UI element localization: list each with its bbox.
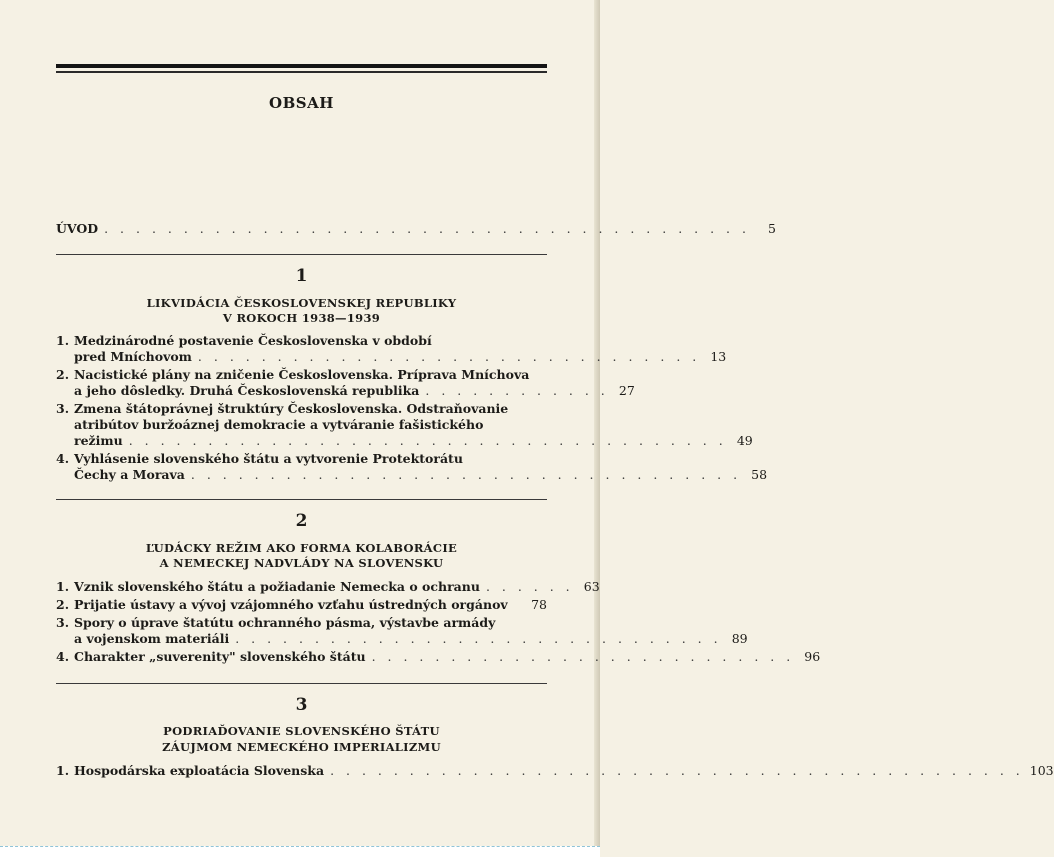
toc-entry[interactable]	[56, 763, 1054, 779]
page-edge	[594, 0, 600, 857]
toc-entry[interactable]	[56, 367, 547, 383]
entry-number: 4.	[56, 649, 70, 664]
page-bottom-edge	[0, 846, 600, 857]
entry-number: 2.	[56, 367, 70, 382]
toc-entry[interactable]	[56, 597, 547, 613]
entry-number: 1.	[56, 763, 70, 778]
toc-entry-cont[interactable]	[74, 433, 753, 449]
toc-entry[interactable]	[56, 401, 547, 417]
entry-number: 1.	[56, 579, 70, 594]
entry-title: a vojenskom materiáli	[74, 631, 230, 646]
section-title-line: V ROKOCH 1938—1939	[222, 311, 381, 325]
leader-dots: . . . . . .	[485, 579, 574, 594]
leader-dots: . . . . . . . . . . . . . . . . . . . . . . . . . . . . . . .	[235, 631, 722, 646]
toc-entry-cont[interactable]	[74, 631, 748, 647]
entry-title: Zmena štátoprávnej štruktúry Československa. Odstraňovanie	[74, 401, 509, 416]
entry-page: 58	[751, 467, 768, 482]
leader-dots: . . . . . . . . . . . . . . . . . . . . . . . . . . . . . . . . . . . . . . . . . . . .	[330, 763, 1024, 778]
section-divider	[56, 683, 547, 684]
entry-page: 96	[804, 649, 821, 664]
section-title-line: PODRIAĎOVANIE SLOVENSKÉHO ŠTÁTU	[163, 724, 440, 738]
section-number: 2	[295, 511, 308, 531]
entry-number: 1.	[56, 333, 70, 348]
toc-entry[interactable]	[56, 333, 547, 349]
section-title-line: A NEMECKEJ NADVLÁDY NA SLOVENSKU	[159, 556, 444, 570]
entry-number: 2.	[56, 597, 70, 612]
toc-entry[interactable]	[56, 451, 547, 467]
toc-entry-cont[interactable]	[74, 349, 727, 365]
section-title-line: ZÁUJMOM NEMECKÉHO IMPERIALIZMU	[162, 740, 441, 754]
intro-page: 5	[768, 221, 776, 236]
entry-title: a jeho dôsledky. Druhá Československá republika	[74, 383, 420, 398]
entry-title: Vznik slovenského štátu a požiadanie Nemecka o ochranu	[74, 579, 480, 594]
entry-title: pred Mníchovom	[74, 349, 192, 364]
entry-title: režimu	[74, 433, 123, 448]
section-number: 3	[295, 695, 308, 715]
entry-title: Prijatie ústavy a vývoj vzájomného vzťahu ústredných orgánov	[74, 597, 508, 612]
section-divider	[56, 499, 547, 500]
entry-page: 89	[731, 631, 748, 646]
entry-title: Medzinárodné postavenie Československa v období	[74, 333, 432, 348]
entry-number: 3.	[56, 615, 70, 630]
toc-entry[interactable]	[56, 649, 821, 665]
leader-dots: . . . . . . . . . . . . . . . . . . . . . . . . . . . . . . . . . . . . . . . . .	[104, 221, 750, 236]
entry-page: 49	[736, 433, 753, 448]
toc-entry-cont[interactable]	[74, 467, 768, 483]
leader-dots: . . . . . . . . . . . .	[425, 383, 609, 398]
entry-title: Charakter „suverenity" slovenského štátu	[74, 649, 366, 664]
leader-dots: . . . . . . . . . . . . . . . . . . . . . . . . . . . . . . . . . . .	[190, 467, 742, 482]
entry-page: 27	[618, 383, 635, 398]
toc-entry-cont[interactable]	[74, 383, 635, 399]
entry-title: Vyhlásenie slovenského štátu a vytvorenie Protektorátu	[74, 451, 463, 466]
intro-label: ÚVOD	[56, 221, 99, 236]
toc-entry[interactable]	[56, 579, 600, 595]
header-rule-thin	[56, 71, 547, 73]
entry-page: 13	[710, 349, 727, 364]
leader-dots: . . . . . . . . . . . . . . . . . . . . . . . . . . . . . . . .	[197, 349, 701, 364]
leader-dots: . . . . . . . . . . . . . . . . . . . . . . . . . . .	[371, 649, 795, 664]
entry-number: 4.	[56, 451, 70, 466]
section-number: 1	[295, 266, 308, 286]
entry-number: 3.	[56, 401, 70, 416]
page-title: OBSAH	[269, 94, 334, 112]
leader-dots: . . . . . . . . . . . . . . . . . . . . . . . . . . . . . . . . . . . . . .	[128, 433, 727, 448]
entry-title: Spory o úprave štatútu ochranného pásma, výstavbe armády	[74, 615, 496, 630]
section-title-line: ĽUDÁCKY REŽIM AKO FORMA KOLABORÁCIE	[145, 541, 458, 555]
toc-entry[interactable]	[56, 615, 547, 631]
toc-entry-intro[interactable]	[56, 221, 776, 237]
entry-page: 103	[1029, 763, 1054, 778]
entry-title: Hospodárska exploatácia Slovenska	[74, 763, 325, 778]
section-divider	[56, 254, 547, 255]
section-title-line: LIKVIDÁCIA ČESKOSLOVENSKEJ REPUBLIKY	[146, 296, 457, 310]
entry-page: 78	[531, 597, 547, 612]
entry-title: Čechy a Morava	[74, 467, 185, 482]
entry-page: 63	[583, 579, 600, 594]
header-rule-thick	[56, 64, 547, 68]
entry-title-cont: atribútov buržoáznej demokracie a vytváranie fašistického	[74, 417, 484, 432]
entry-title: Nacistické plány na zničenie Československa. Príprava Mníchova	[74, 367, 530, 382]
